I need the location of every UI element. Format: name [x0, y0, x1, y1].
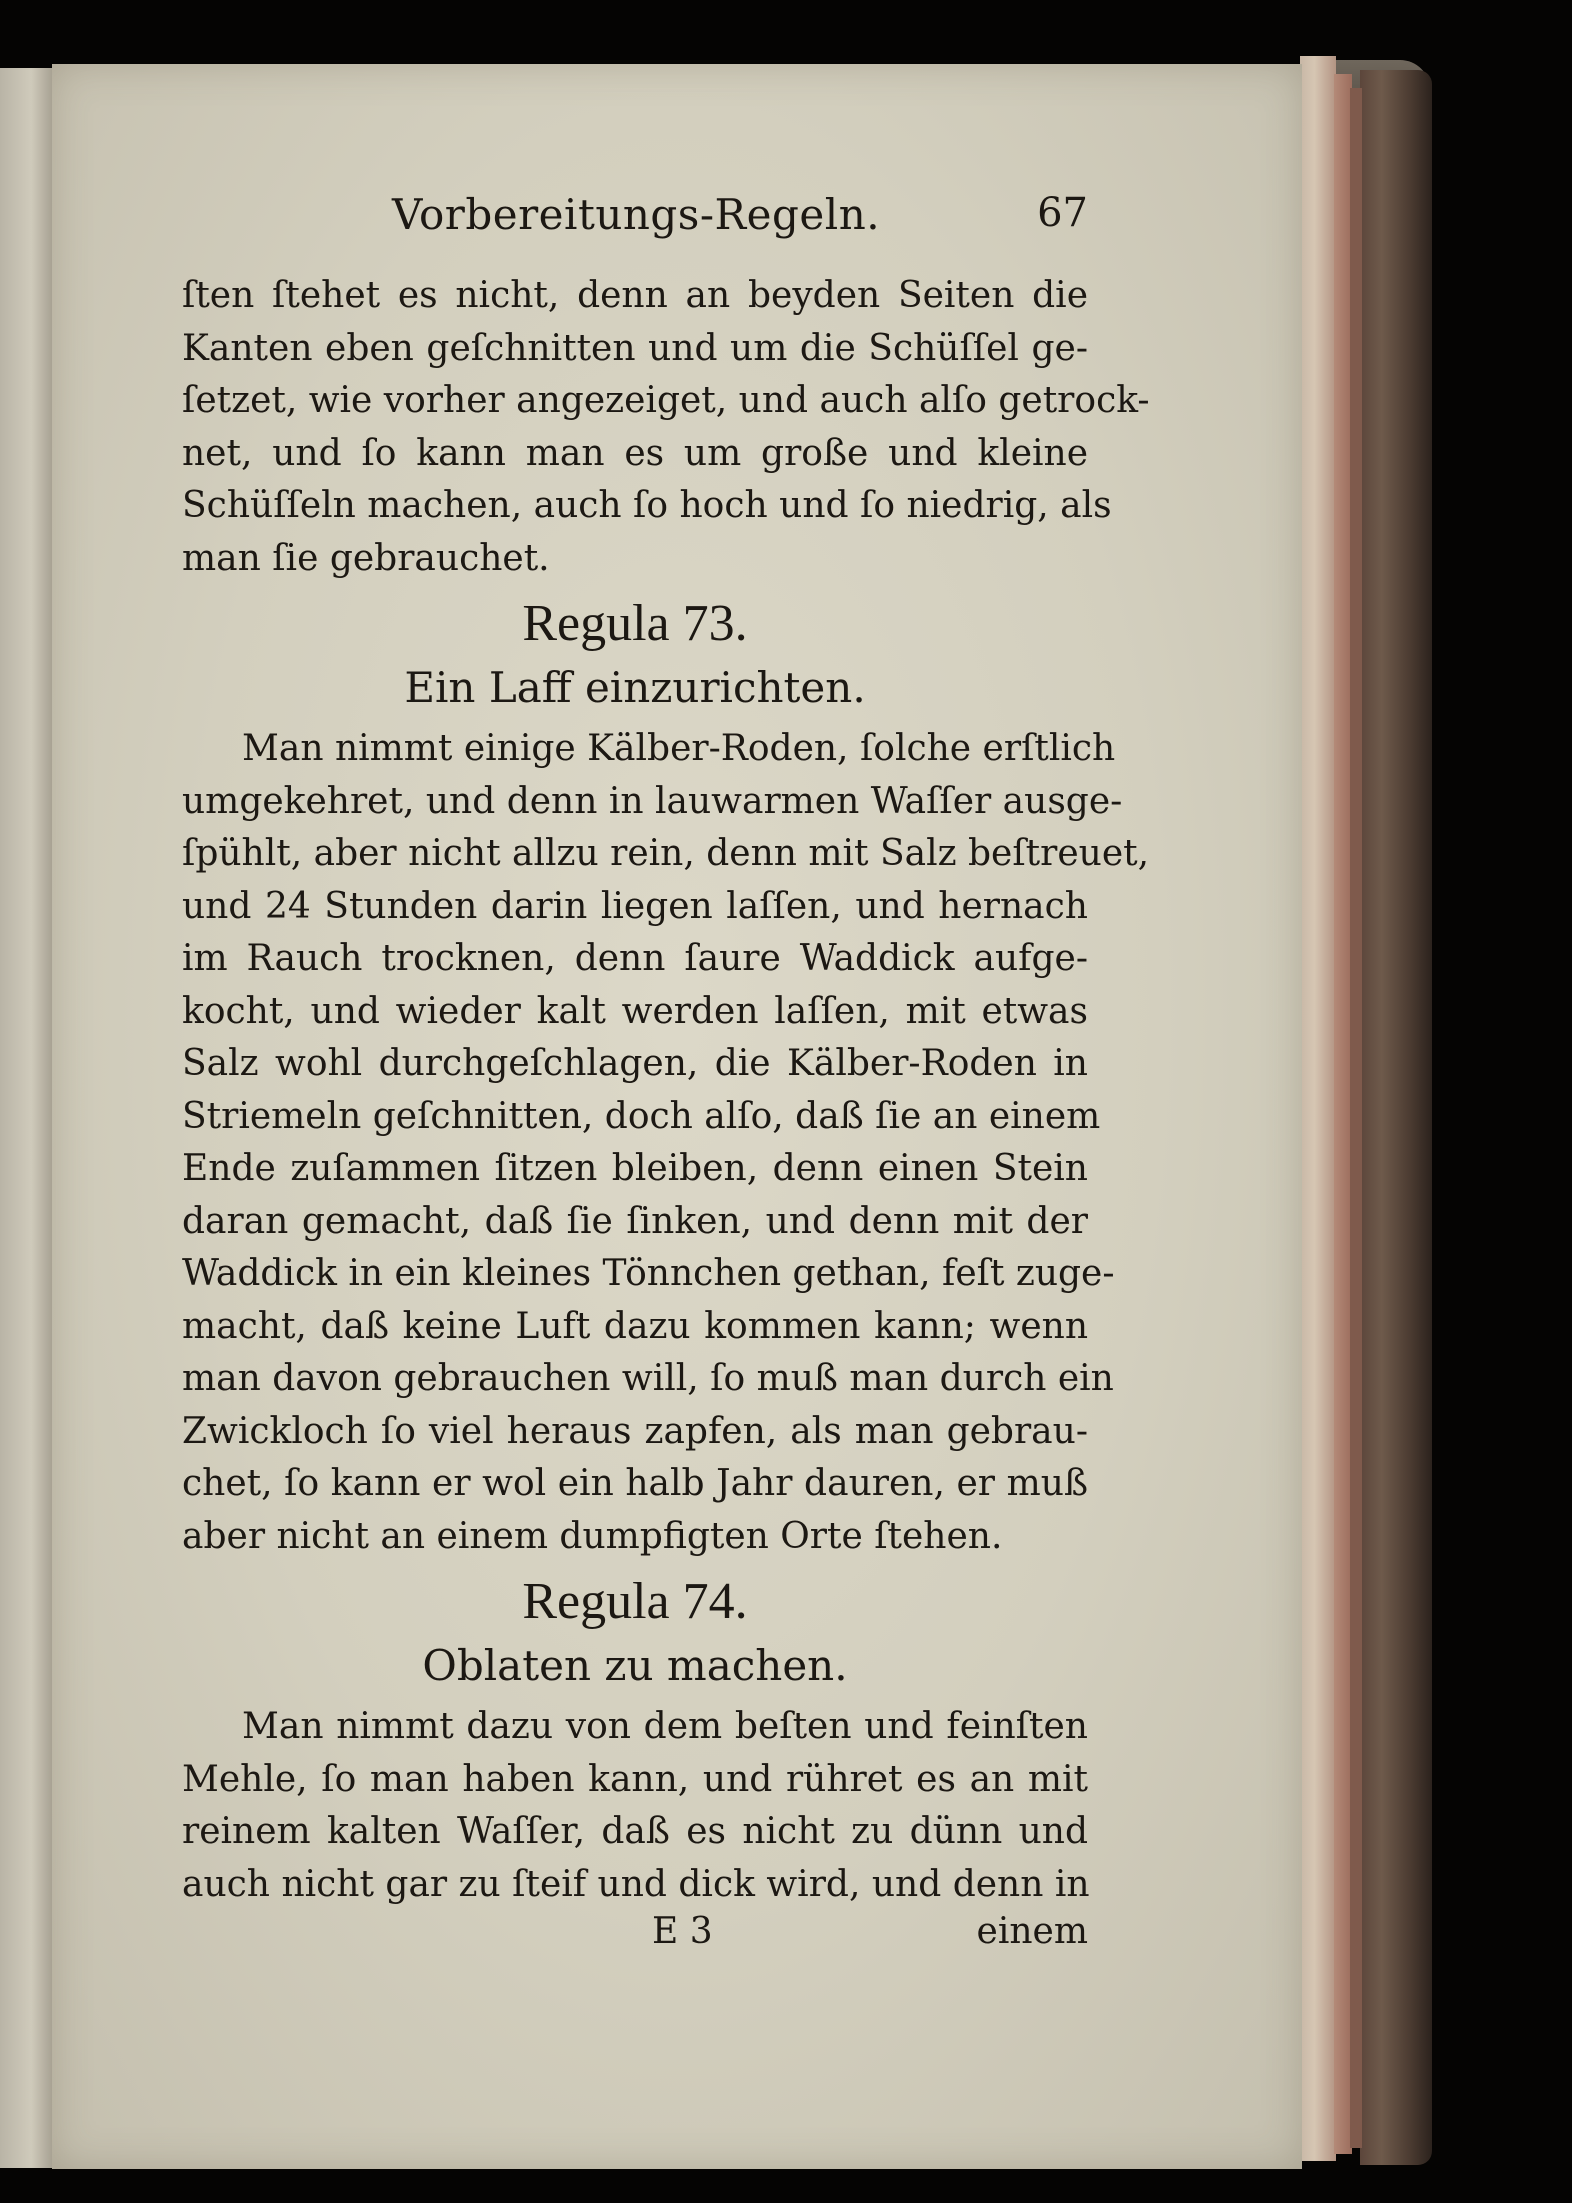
rule-title: Oblaten zu machen.	[422, 1641, 848, 1690]
text-line: im Rauch trocknen, denn ſaure Waddick aufge-	[182, 938, 1088, 979]
text-line: ſpühlt, aber nicht allzu rein, denn mit Salz beſtreuet,	[182, 833, 1150, 874]
text-line: Mehle, ſo man haben kann, und rühret es an mit	[182, 1758, 1088, 1800]
text-line: reinem kalten Waſſer, daß es nicht zu dünn und	[182, 1811, 1088, 1852]
signature-mark: E 3	[652, 1911, 713, 1952]
rule-paragraph	[182, 1701, 1088, 1911]
text-line: Man nimmt dazu von dem beſten und feinſten	[242, 1706, 1088, 1747]
text-line: auch nicht gar zu ſteif und dick wird, und denn in	[182, 1863, 1090, 1905]
text-line: man davon gebrauchen will, ſo muß man durch ein	[182, 1358, 1114, 1399]
text-line: und 24 Stunden darin liegen laſſen, und hernach	[182, 885, 1088, 927]
text-line: macht, daß keine Luft dazu kommen kann; wenn	[182, 1305, 1088, 1347]
page-number: 67	[1037, 190, 1088, 236]
rule-number: Regula 73.	[522, 595, 748, 652]
text-line: daran gemacht, daß ſie ſinken, und denn mit der	[182, 1200, 1088, 1242]
text-line: umgekehret, und denn in lauwarmen Waſſer ausge-	[182, 780, 1123, 822]
text-line: aber nicht an einem dumpfigten Orte ſtehen.	[182, 1515, 1003, 1557]
rule-title: Ein Laff einzurichten.	[404, 663, 866, 712]
text-line: net, und ſo kann man es um große und kleine	[182, 432, 1088, 474]
catchword: einem	[976, 1911, 1088, 1952]
text-line: kocht, und wieder kalt werden laſſen, mit etwas	[182, 990, 1088, 1032]
text-line: Salz wohl durchgeſchlagen, die Kälber-Roden in	[182, 1043, 1088, 1084]
text-line: Striemeln geſchnitten, doch alſo, daß ſie an einem	[182, 1095, 1101, 1137]
text-line: Waddick in ein kleines Tönnchen gethan, feſt zuge-	[182, 1253, 1115, 1294]
book-cover-edge	[1360, 70, 1432, 2165]
text-line: chet, ſo kann er wol ein halb Jahr dauren, er muß	[182, 1463, 1088, 1504]
text-line: ſetzet, wie vorher angezeiget, und auch alſo getrock-	[182, 380, 1150, 421]
text-line: Kanten eben geſchnitten und um die Schüſſel ge-	[182, 327, 1088, 369]
text-line: Schüſſeln machen, auch ſo hoch und ſo niedrig, als	[182, 485, 1112, 526]
page-edges-dark	[1350, 88, 1362, 2148]
running-title: Vorbereitungs-Regeln.	[392, 190, 881, 239]
rule-paragraph	[182, 723, 1150, 1563]
intro-paragraph	[182, 270, 1150, 585]
text-line: man ſie gebrauchet.	[182, 537, 550, 579]
rule-number: Regula 74.	[522, 1573, 748, 1630]
page-edges	[1300, 56, 1336, 2161]
text-line: Ende zuſammen ſitzen bleiben, denn einen Stein	[182, 1148, 1088, 1189]
text-line: Zwickloch ſo viel heraus zapfen, als man gebrau-	[182, 1410, 1088, 1452]
page-footer	[182, 1911, 1088, 1963]
page-text	[182, 190, 1150, 1963]
running-head	[182, 190, 1088, 260]
text-line: Man nimmt einige Kälber-Roden, ſolche erſtlich	[242, 728, 1116, 769]
previous-page-edge	[0, 68, 52, 2168]
text-line: ſten ſtehet es nicht, denn an beyden Seiten die	[182, 275, 1088, 316]
